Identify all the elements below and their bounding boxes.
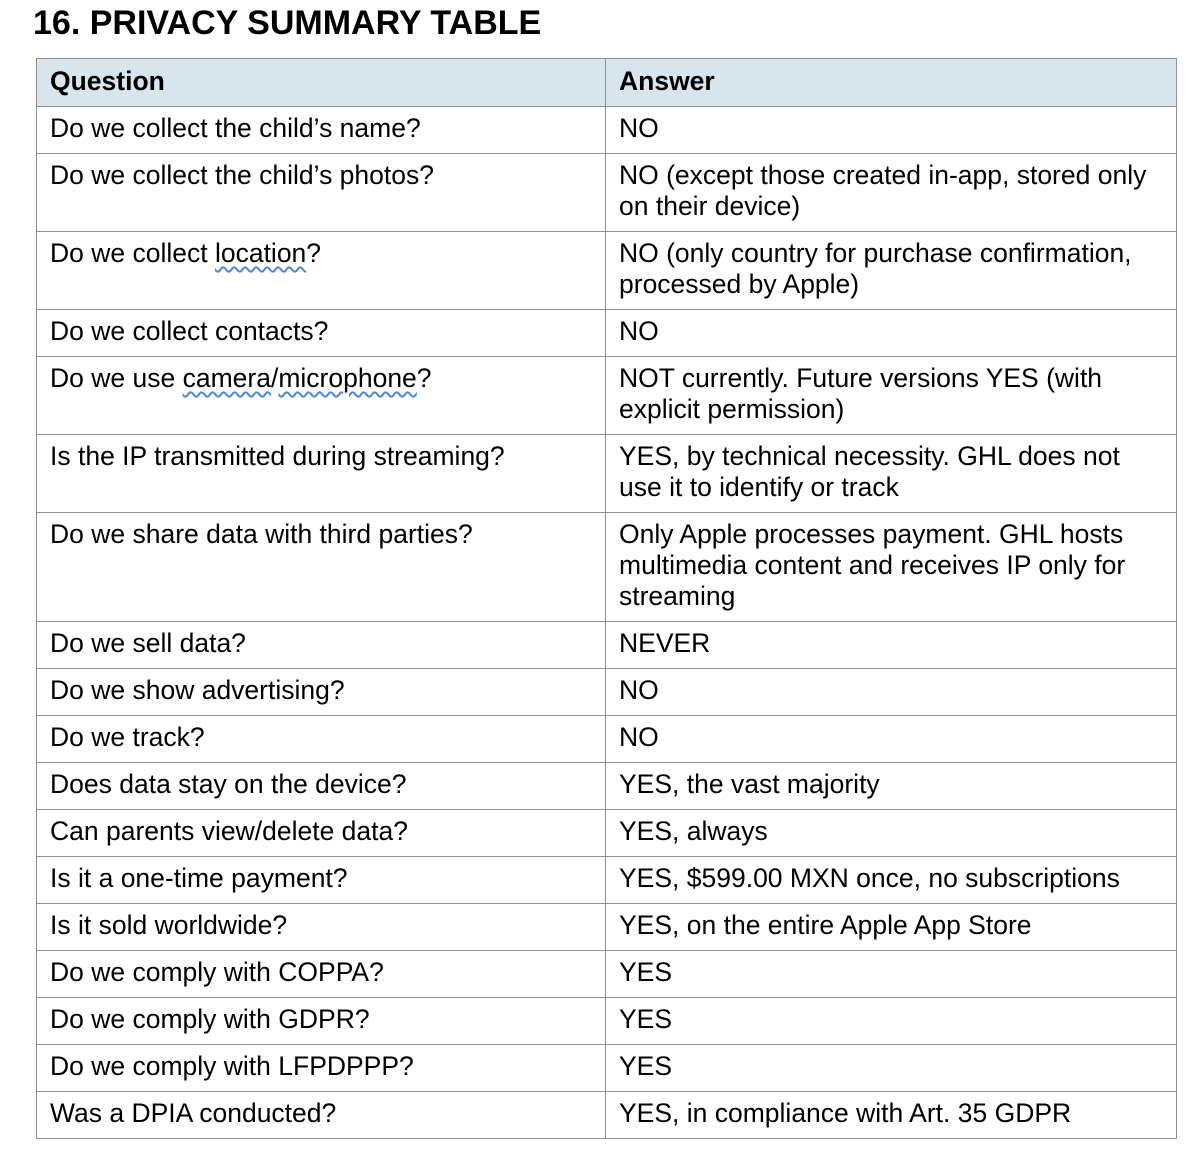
question-column-header: Question — [37, 59, 606, 107]
answer-cell: NO — [606, 310, 1177, 357]
question-cell: Is the IP transmitted during streaming? — [37, 435, 606, 513]
question-cell: Do we use camera/microphone? — [37, 357, 606, 435]
answer-cell: NO (except those created in-app, stored only on their device) — [606, 154, 1177, 232]
answer-cell: NO — [606, 107, 1177, 154]
table-row — [37, 669, 1177, 716]
privacy-table-body — [37, 107, 1177, 1139]
table-row — [37, 810, 1177, 857]
table-row — [37, 998, 1177, 1045]
question-cell: Is it sold worldwide? — [37, 904, 606, 951]
answer-cell: NO — [606, 669, 1177, 716]
question-cell: Is it a one-time payment? — [37, 857, 606, 904]
table-header-row — [37, 59, 1177, 107]
question-cell: Do we collect the child’s photos? — [37, 154, 606, 232]
question-cell: Do we comply with GDPR? — [37, 998, 606, 1045]
question-cell: Do we track? — [37, 716, 606, 763]
answer-cell: NEVER — [606, 622, 1177, 669]
question-cell: Do we collect the child’s name? — [37, 107, 606, 154]
answer-cell: YES, $599.00 MXN once, no subscriptions — [606, 857, 1177, 904]
answer-cell: NO — [606, 716, 1177, 763]
table-row — [37, 107, 1177, 154]
table-row — [37, 310, 1177, 357]
question-cell: Do we share data with third parties? — [37, 513, 606, 622]
answer-cell: YES, on the entire Apple App Store — [606, 904, 1177, 951]
question-cell: Do we comply with LFPDPPP? — [37, 1045, 606, 1092]
table-row — [37, 763, 1177, 810]
answer-cell: NO (only country for purchase confirmation, processed by Apple) — [606, 232, 1177, 310]
question-cell: Do we show advertising? — [37, 669, 606, 716]
misspelled-word[interactable]: microphone — [278, 363, 417, 393]
table-row — [37, 513, 1177, 622]
question-cell: Does data stay on the device? — [37, 763, 606, 810]
answer-column-header: Answer — [606, 59, 1177, 107]
question-cell: Do we collect location? — [37, 232, 606, 310]
question-cell: Do we comply with COPPA? — [37, 951, 606, 998]
misspelled-word[interactable]: camera — [182, 363, 271, 393]
privacy-summary-table — [36, 58, 1177, 1139]
table-row — [37, 1045, 1177, 1092]
answer-cell: YES, by technical necessity. GHL does not use it to identify or track — [606, 435, 1177, 513]
section-heading: 16. PRIVACY SUMMARY TABLE — [33, 4, 542, 42]
answer-cell: YES — [606, 951, 1177, 998]
answer-cell: YES — [606, 1045, 1177, 1092]
answer-cell: YES, in compliance with Art. 35 GDPR — [606, 1092, 1177, 1139]
table-row — [37, 904, 1177, 951]
answer-cell: YES, always — [606, 810, 1177, 857]
question-cell: Do we sell data? — [37, 622, 606, 669]
table-row — [37, 716, 1177, 763]
answer-cell: NOT currently. Future versions YES (with explicit permission) — [606, 357, 1177, 435]
question-cell: Do we collect contacts? — [37, 310, 606, 357]
table-row — [37, 622, 1177, 669]
answer-cell: YES, the vast majority — [606, 763, 1177, 810]
answer-cell: YES — [606, 998, 1177, 1045]
table-row — [37, 154, 1177, 232]
question-cell: Can parents view/delete data? — [37, 810, 606, 857]
table-row — [37, 951, 1177, 998]
table-row — [37, 232, 1177, 310]
question-cell: Was a DPIA conducted? — [37, 1092, 606, 1139]
table-row — [37, 857, 1177, 904]
answer-cell: Only Apple processes payment. GHL hosts multimedia content and receives IP only for streaming — [606, 513, 1177, 622]
table-row — [37, 357, 1177, 435]
misspelled-word[interactable]: location — [214, 238, 307, 268]
table-row — [37, 435, 1177, 513]
table-row — [37, 1092, 1177, 1139]
